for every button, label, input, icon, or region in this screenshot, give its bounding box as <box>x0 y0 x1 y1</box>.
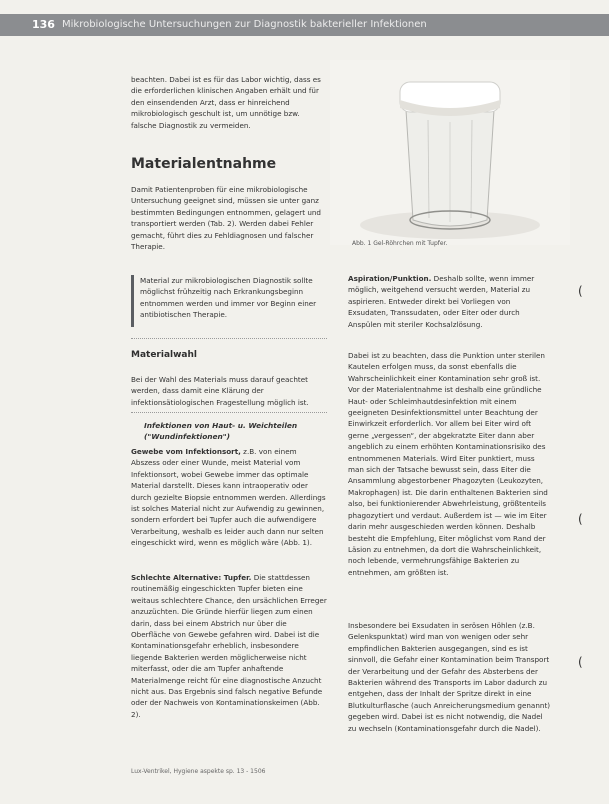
page-number: 136 <box>32 18 55 31</box>
margin-mark-2: ( <box>578 512 583 526</box>
page-footer: Lux-Ventrikel, Hygiene aspekte sp. 13 - 1506 <box>131 768 266 775</box>
tupfer-lead: Schlechte Alternative: Tupfer. <box>131 573 252 582</box>
note-box <box>131 275 330 327</box>
gewebe-text: z.B. von einem Abszess oder einer Wunde, meist Material vom Infektionsort, wobei Gewebe immer das optimale Material darstellt. Dieses kann intraoperativ oder durch gezielte Biopsie entnommen werden. Allerdings ist solches Material nicht zur Aufwendig zu gewinnen, sondern erfordert bei Tupfer auch die aufwendigere Verarbeitung, weshalb es leider auch dann nur selten eingeschickt wird, wenn es möglich wäre (Abb. 1). <box>131 447 326 548</box>
section-title: Materialentnahme <box>131 156 277 172</box>
running-head: Mikrobiologische Untersuchungen zur Diagnostik bakterieller Infektionen <box>62 19 427 30</box>
materialwahl-intro: Bei der Wahl des Materials muss darauf geachtet werden, dass damit eine Klärung der infektionsätiologischen Fragestellung möglich ist. <box>131 375 309 407</box>
wundinfektion-subheading: Infektionen von Haut- u. Weichteilen ("Wundinfektionen") <box>144 421 298 441</box>
tupfer-paragraph <box>131 572 327 720</box>
margin-mark-1: ( <box>578 284 583 298</box>
figure-caption: Abb. 1 Gel-Röhrchen mit Tupfer. <box>352 240 448 247</box>
margin-mark-3: ( <box>578 655 583 669</box>
exsudat-paragraph: Insbesondere bei Exsudaten in serösen Höhlen (z.B. Gelenkspunktat) wird man von wenigen oder sehr empfindlichen Bakterien ausgegangen, sind es ist sinnvoll, die Gefahr einer Kontamination beim Transport der Verarbeitung und der Gefahr des Absterbens der Bakterien während des Transports im Labor dadurch zu entgehen, dass der Inhalt der Spritze direkt in eine Blutkulturflasche (auch Anreicherungsmedium genannt) gegeben wird. Dabei ist es nicht notwendig, die Nadel zu wechseln (Kontaminationsgefahr durch die Nadel). <box>348 621 551 733</box>
punktion-paragraph: Dabei ist zu beachten, dass die Punktion unter sterilen Kautelen erfolgen muss, da sonst ebenfalls die Wahrscheinlichkeit einer Kontamination sehr groß ist. Vor der Materialentnahme ist deshalb eine gründliche Haut- oder Schleimhautdesinfektion mit einem geeigneten Desinfektionsmittel unter Beachtung der Einwirkzeit erforderlich. Vor allem bei Eiter wird oft gerne „vergessen“, der abgekratzte Eiter dann aber angeblich zu einem erhöhten Kontaminationsrisiko des entnommenen Materials. Wird Eiter punktiert, muss man sich der Tatsache bewusst sein, dass Eiter die Ansammlung abgestorbener Phagozyten (Leukozyten, Makrophagen) ist. Die darin enthaltenen Bakterien sind also, bei funktionierender Abwehrleistung, größtenteils phagozytiert und verdaut. Außerdem ist — wie im Eiter darin mehr ausgeschieden werden können. Deshalb besteht die Empfehlung, Eiter möglichst vom Rand der Läsion zu entnehmen, da dort die Wahrscheinlichkeit, noch lebende, vermehrungsfähige Bakterien zu entnehmen, am größten ist. <box>348 351 548 577</box>
aspiration-text: Deshalb sollte, wenn immer möglich, weitgehend versucht werden, Material zu aspirieren. Entweder direkt bei Vorliegen von Exsudaten, Transsudaten, oder Eiter oder durch Anspülen mit steriler Kochsalzlösung. <box>348 274 535 329</box>
tupfer-text: Die stattdessen routinemäßig eingeschickten Tupfer bieten eine weitaus schlechtere Chance, den ursächlichen Erreger anzuzüchten. Die Gründe hierfür liegen zum einen darin, dass bei einem Abstrich nur über die Oberfläche von Gewebe gefahren wird. Dabei ist die Kontaminationsgefahr erheblich, insbesondere liegende Bakterien werden möglicherweise nicht miterfasst, oder die am Tupfer anhaftende Materialmenge reicht für eine diagnostische Anzucht nicht aus. Das Ergebnis sind falsch negative Befunde oder der Nachweis von Kontaminationskeimen (Abb. 2). <box>131 573 327 719</box>
gel-tube-image <box>330 60 570 245</box>
note-text: Material zur mikrobiologischen Diagnostik sollte möglichst frühzeitig nach Erkrankungsbeginn entnommen werden und immer vor Beginn einer antibiotischen Therapie. <box>140 276 317 320</box>
gewebe-lead: Gewebe vom Infektionsort, <box>131 447 241 456</box>
section-divider <box>131 338 327 339</box>
subsection-divider <box>131 412 327 413</box>
gewebe-paragraph <box>131 446 327 549</box>
materialwahl-heading: Materialwahl <box>131 350 197 360</box>
figure <box>330 60 570 245</box>
aspiration-paragraph <box>348 273 552 330</box>
aspiration-lead: Aspiration/Punktion. <box>348 274 432 283</box>
section-intro: Damit Patientenproben für eine mikrobiologische Untersuchung geeignet sind, müssen sie unter ganz bestimmten Bedingungen entnommen, gelagert und transportiert werden (Tab. 2). Werden dabei Fehler gemacht, führt dies zu Fehldiagnosen und falscher Therapie. <box>131 185 321 252</box>
intro-paragraph: beachten. Dabei ist es für das Labor wichtig, dass es die erforderlichen klinischen Angaben erhält und für den einsendenden Arzt, dass er hinreichend mikrobiologisch geschult ist, um unnötige bzw. falsche Diagnostik zu vermeiden. <box>131 75 321 130</box>
